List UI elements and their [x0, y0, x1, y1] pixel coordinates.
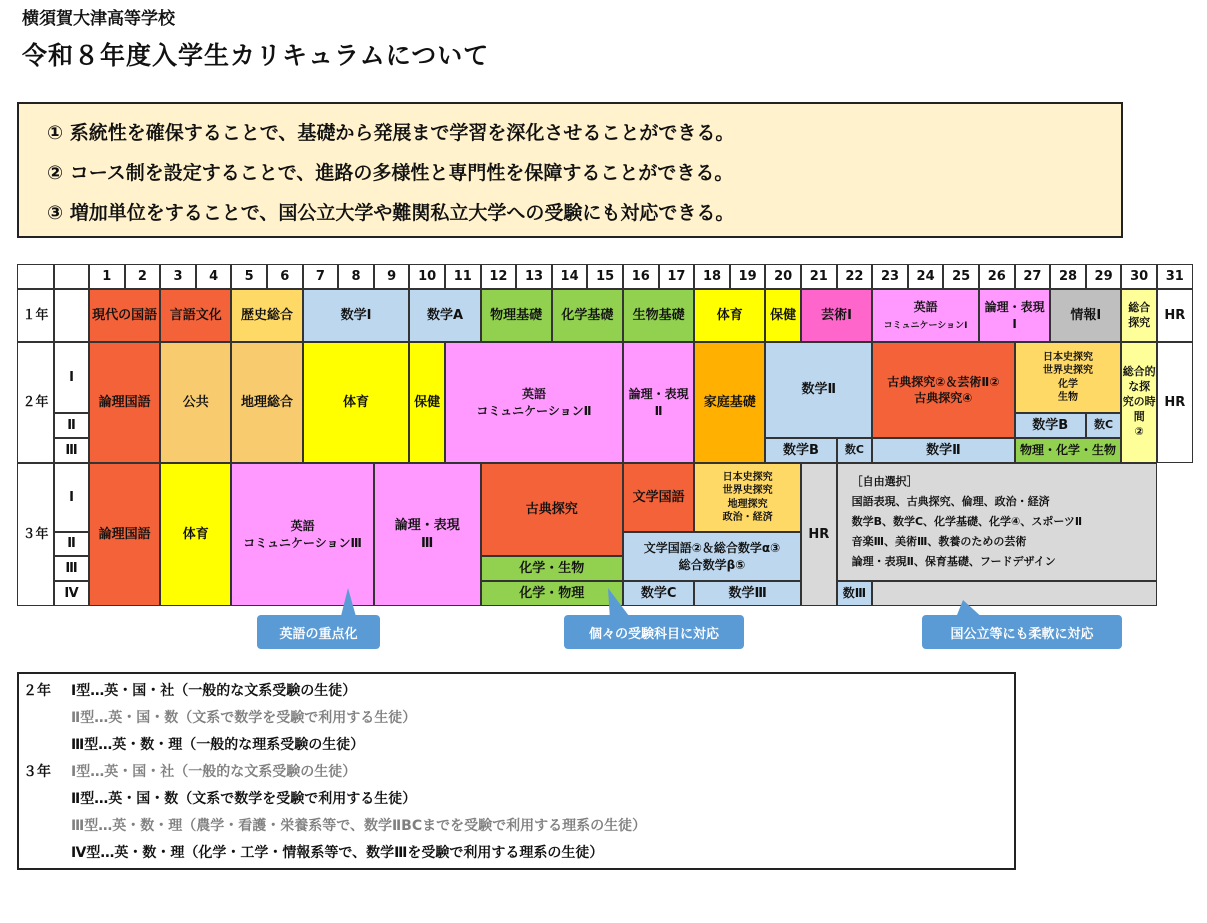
subject-ronri1: 論理・表現 Ⅰ: [979, 289, 1050, 342]
unit-header-24: 24: [908, 264, 944, 289]
unit-header-25: 25: [943, 264, 979, 289]
unit-header-4: 4: [196, 264, 232, 289]
curriculum-grid: [17, 264, 1192, 607]
note-year-label: ２年: [23, 683, 51, 699]
unit-header-17: 17: [659, 264, 695, 289]
unit-header-7: 7: [303, 264, 339, 289]
grid-corner-2: [54, 264, 89, 289]
unit-header-2: 2: [125, 264, 161, 289]
free-elective-blank: [872, 581, 1157, 606]
course-type-notes: [17, 672, 1016, 870]
callout-3: 国公立等にも柔軟に対応: [922, 615, 1122, 649]
callout-1: 英語の重点化: [257, 615, 380, 649]
unit-header-26: 26: [979, 264, 1015, 289]
unit-header-13: 13: [516, 264, 552, 289]
subject-taiiku: 体育: [694, 289, 765, 342]
subject-seibutsu: 生物基礎: [623, 289, 694, 342]
unit-header-21: 21: [801, 264, 837, 289]
subject-mathB2: 数学B: [765, 438, 836, 463]
subject-elective3: 日本史探究 世界史探究 地理探究 政治・経済: [694, 463, 801, 532]
unit-header-30: 30: [1121, 264, 1157, 289]
subject-geijutsu: 芸術Ⅰ: [801, 289, 872, 342]
subject-ronkoku2: 論理国語: [89, 342, 160, 463]
note-line: Ⅱ型…英・国・数（文系で数学を受験で利用する生徒）: [71, 791, 417, 807]
grid-corner: [17, 264, 54, 289]
year2-type-2: Ⅱ: [54, 413, 89, 438]
free-elective-line: 国語表現、古典探究、倫理、政治・経済: [851, 495, 1050, 508]
subject-math1: 数学Ⅰ: [303, 289, 410, 342]
subject-science2: 物理・化学・生物: [1015, 438, 1122, 463]
callout-2: 個々の受験科目に対応: [564, 615, 744, 649]
key-points-box: [17, 102, 1123, 238]
note-line: Ⅳ型…英・数・理（化学・工学・情報系等で、数学Ⅲを受験で利用する理系の生徒）: [71, 845, 604, 861]
subject-math2: 数学Ⅱ: [765, 342, 872, 438]
subject-gengo: 言語文化: [160, 289, 231, 342]
subject-rekishi: 歴史総合: [231, 289, 302, 342]
school-name: 横須賀大津高等学校: [22, 9, 175, 29]
subject-taiiku3: 体育: [160, 463, 231, 606]
subject-chiri: 地理総合: [231, 342, 302, 463]
subject-chem-bio3: 化学・生物: [481, 556, 623, 581]
free-elective-line: 論理・表現Ⅱ、保育基礎、フードデザイン: [851, 555, 1056, 568]
subject-mathB2-b: 数学B: [1015, 413, 1086, 438]
subject-math2-b: 数学Ⅱ: [872, 438, 1014, 463]
hr-1: HR: [1157, 289, 1193, 342]
unit-header-31: 31: [1157, 264, 1193, 289]
page-title: 令和８年度入学生カリキュラムについて: [22, 41, 490, 70]
unit-header-11: 11: [445, 264, 481, 289]
subject-mathC2-b: 数C: [1086, 413, 1122, 438]
subject-joho: 情報Ⅰ: [1050, 289, 1121, 342]
unit-header-6: 6: [267, 264, 303, 289]
year3-type-2: Ⅱ: [54, 532, 89, 556]
year3-type-4: Ⅳ: [54, 581, 89, 606]
subject-mathC3: 数学C: [623, 581, 694, 606]
unit-header-9: 9: [374, 264, 410, 289]
year3-type-3: Ⅲ: [54, 556, 89, 581]
subject-english2: 英語 コミュニケーションⅡ: [445, 342, 623, 463]
note-year-label: ３年: [23, 764, 51, 780]
unit-header-3: 3: [160, 264, 196, 289]
subject-hoken: 保健: [765, 289, 801, 342]
hr-3: HR: [801, 463, 837, 606]
english1-sub: コミュニケーションⅠ: [883, 320, 968, 331]
subject-sogo2: 総合的な探 究の時間 ②: [1121, 342, 1157, 463]
free-elective-title: ［自由選択］: [851, 475, 918, 488]
subject-bungaku3: 文学国語: [623, 463, 694, 532]
subject-english1: [872, 289, 979, 342]
key-point-2: ② コース制を設定することで、進路の多様性と専門性を保障することができる。: [47, 162, 734, 184]
unit-header-23: 23: [872, 264, 908, 289]
year2-type-3: Ⅲ: [54, 438, 89, 463]
subject-bungaku-math3: 文学国語②＆総合数学α③ 総合数学β⑤: [623, 532, 801, 581]
unit-header-27: 27: [1015, 264, 1051, 289]
subject-chem-phys3: 化学・物理: [481, 581, 623, 606]
unit-header-14: 14: [552, 264, 588, 289]
subject-koten2: 古典探究②＆芸術Ⅱ② 古典探究④: [872, 342, 1014, 438]
note-line: Ⅲ型…英・数・理（一般的な理系受験の生徒）: [71, 737, 365, 753]
subject-elective2: 日本史探究 世界史探究 化学 生物: [1015, 342, 1122, 413]
subject-hoken2: 保健: [409, 342, 445, 463]
unit-header-20: 20: [765, 264, 801, 289]
unit-header-10: 10: [409, 264, 445, 289]
subject-kagaku: 化学基礎: [552, 289, 623, 342]
subject-ronri2: 論理・表現 Ⅱ: [623, 342, 694, 463]
year-label-3: ３年: [17, 463, 54, 606]
subject-ronri3: 論理・表現 Ⅲ: [374, 463, 481, 606]
note-line: Ⅰ型…英・国・社（一般的な文系受験の生徒）: [71, 683, 357, 699]
unit-header-5: 5: [231, 264, 267, 289]
unit-header-28: 28: [1050, 264, 1086, 289]
unit-header-22: 22: [837, 264, 873, 289]
note-line: Ⅲ型…英・数・理（農学・看護・栄養系等で、数学ⅡBCまでを受験で利用する理系の生徒）: [71, 818, 647, 834]
english1-label: 英語: [913, 300, 938, 315]
unit-header-18: 18: [694, 264, 730, 289]
year1-type: [54, 289, 89, 342]
subject-butsuri: 物理基礎: [481, 289, 552, 342]
unit-header-29: 29: [1086, 264, 1122, 289]
subject-english3: 英語 コミュニケーションⅢ: [231, 463, 373, 606]
subject-kokyo: 公共: [160, 342, 231, 463]
unit-header-1: 1: [89, 264, 125, 289]
unit-header-12: 12: [481, 264, 517, 289]
subject-mathA: 数学A: [409, 289, 480, 342]
key-point-3: ③ 増加単位をすることで、国公立大学や難関私立大学への受験にも対応できる。: [47, 202, 735, 224]
free-elective-line: 音楽Ⅲ、美術Ⅲ、教養のための芸術: [851, 535, 1027, 548]
subject-math3: 数学Ⅲ: [694, 581, 801, 606]
subject-mathC2: 数C: [837, 438, 873, 463]
subject-katei: 家庭基礎: [694, 342, 765, 463]
key-point-1: ① 系統性を確保することで、基礎から発展まで学習を深化させることができる。: [47, 122, 735, 144]
free-elective-box: [837, 463, 1157, 581]
free-elective-line: 数学B、数学C、化学基礎、化学④、スポーツⅡ: [851, 515, 1083, 528]
subject-koten3: 古典探究: [481, 463, 623, 556]
note-line: Ⅱ型…英・国・数（文系で数学を受験で利用する生徒）: [71, 710, 417, 726]
year3-type-1: Ⅰ: [54, 463, 89, 532]
unit-header-15: 15: [587, 264, 623, 289]
subject-genkoku: 現代の国語: [89, 289, 160, 342]
hr-2: HR: [1157, 342, 1193, 463]
year-label-2: ２年: [17, 342, 54, 463]
unit-header-8: 8: [338, 264, 374, 289]
subject-taiiku2: 体育: [303, 342, 410, 463]
year-label-1: １年: [17, 289, 54, 342]
year2-type-1: Ⅰ: [54, 342, 89, 413]
unit-header-16: 16: [623, 264, 659, 289]
subject-ronkoku3: 論理国語: [89, 463, 160, 606]
unit-header-19: 19: [730, 264, 766, 289]
subject-sogo1: 総合 探究: [1121, 289, 1157, 342]
subject-su3: 数Ⅲ: [837, 581, 873, 606]
note-line: Ⅰ型…英・国・社（一般的な文系受験の生徒）: [71, 764, 357, 780]
